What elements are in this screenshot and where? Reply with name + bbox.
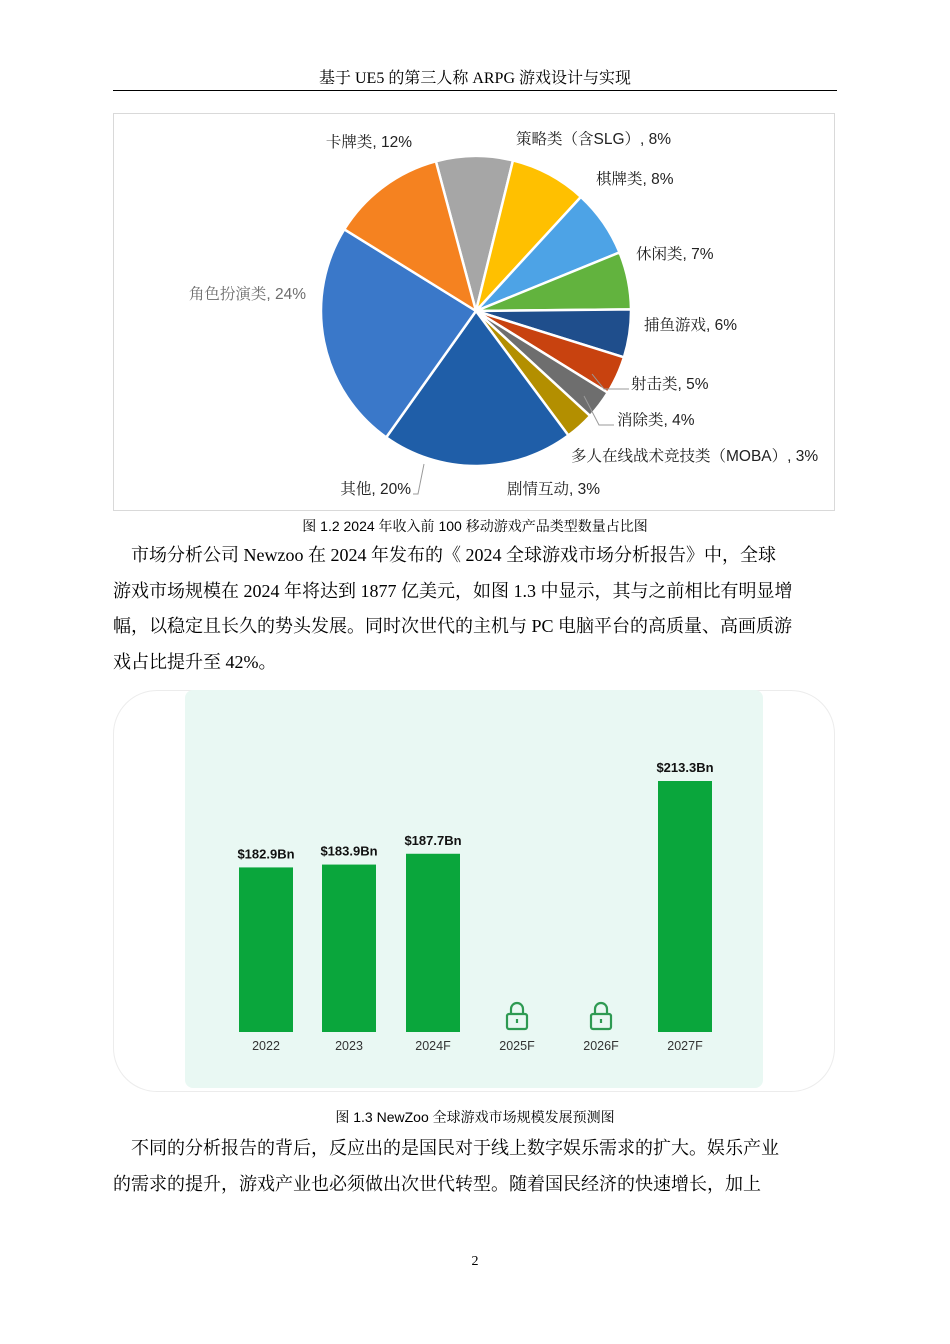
paragraph-line: 不同的分析报告的背后，反应出的是国民对于线上数字娱乐需求的扩大。娱乐产业 <box>113 1138 779 1158</box>
page-number: 2 <box>471 1254 479 1269</box>
x-tick-label: 2022 <box>252 1039 280 1053</box>
pie-slice-label: 其他, 20% <box>340 481 411 498</box>
pie-slice-label: 射击类, 5% <box>631 376 709 393</box>
pie-leader-line <box>413 464 424 494</box>
x-tick-label: 2024F <box>415 1039 451 1053</box>
paragraph-line: 幅，以稳定且长久的势头发展。同时次世代的主机与 PC 电脑平台的高质量、高画质游 <box>113 616 793 636</box>
pie-slice-label: 卡牌类, 12% <box>325 134 412 151</box>
paragraph-2 <box>113 1131 837 1202</box>
figure-1-2-caption: 图 1.2 2024 年收入前 100 移动游戏产品类型数量占比图 <box>302 518 648 534</box>
bar <box>322 865 376 1032</box>
pie-slice-label: 休闲类, 7% <box>636 246 714 263</box>
pie-chart-figure <box>113 113 835 511</box>
lock-icon <box>507 1003 527 1029</box>
paragraph-line: 戏占比提升至 42%。 <box>113 651 277 672</box>
paragraph-line: 市场分析公司 Newzoo 在 2024 年发布的《 2024 全球游戏市场分析报告》中，全球 <box>113 545 776 565</box>
page-header: 基于 UE5 的第三人称 ARPG 游戏设计与实现 <box>318 70 631 87</box>
paragraph-line: 的需求的提升，游戏产业也必须做出次世代转型。随着国民经济的快速增长，加上 <box>113 1173 761 1194</box>
bar-value-label: $187.7Bn <box>404 832 462 848</box>
x-tick-label: 2023 <box>335 1039 363 1053</box>
bar-chart <box>113 690 837 1094</box>
figure-1-3-caption: 图 1.3 NewZoo 全球游戏市场规模发展预测图 <box>335 1109 615 1125</box>
pie-slice-label: 棋牌类, 8% <box>596 171 674 188</box>
x-tick-label: 2026F <box>583 1039 619 1053</box>
bar-value-label: $213.3Bn <box>656 760 714 775</box>
pie-slice-label: 剧情互动, 3% <box>507 481 601 498</box>
pie-chart <box>114 114 836 512</box>
x-tick-label: 2027F <box>667 1039 703 1053</box>
pie-slice-label: 角色扮演类, 24% <box>188 286 306 303</box>
pie-slice-label: 消除类, 4% <box>617 412 695 429</box>
paragraph-line: 游戏市场规模在 2024 年将达到 1877 亿美元，如图 1.3 中显示，其与之前相比有明显增 <box>113 580 793 601</box>
header-rule <box>113 90 837 91</box>
pie-slice-label: 策略类（含SLG）, 8% <box>516 131 672 148</box>
paragraph-1 <box>113 538 837 680</box>
bar-value-label: $182.9Bn <box>237 846 295 862</box>
pie-slice-label: 捕鱼游戏, 6% <box>644 317 738 334</box>
x-tick-label: 2025F <box>499 1039 535 1053</box>
bar <box>239 867 293 1032</box>
bar-chart-figure <box>113 690 837 1094</box>
bar <box>658 781 712 1032</box>
bar <box>406 854 460 1032</box>
bar-value-label: $183.9Bn <box>320 843 378 859</box>
pie-slice-label: 多人在线战术竞技类（MOBA）, 3% <box>571 448 819 465</box>
lock-icon <box>591 1003 611 1029</box>
